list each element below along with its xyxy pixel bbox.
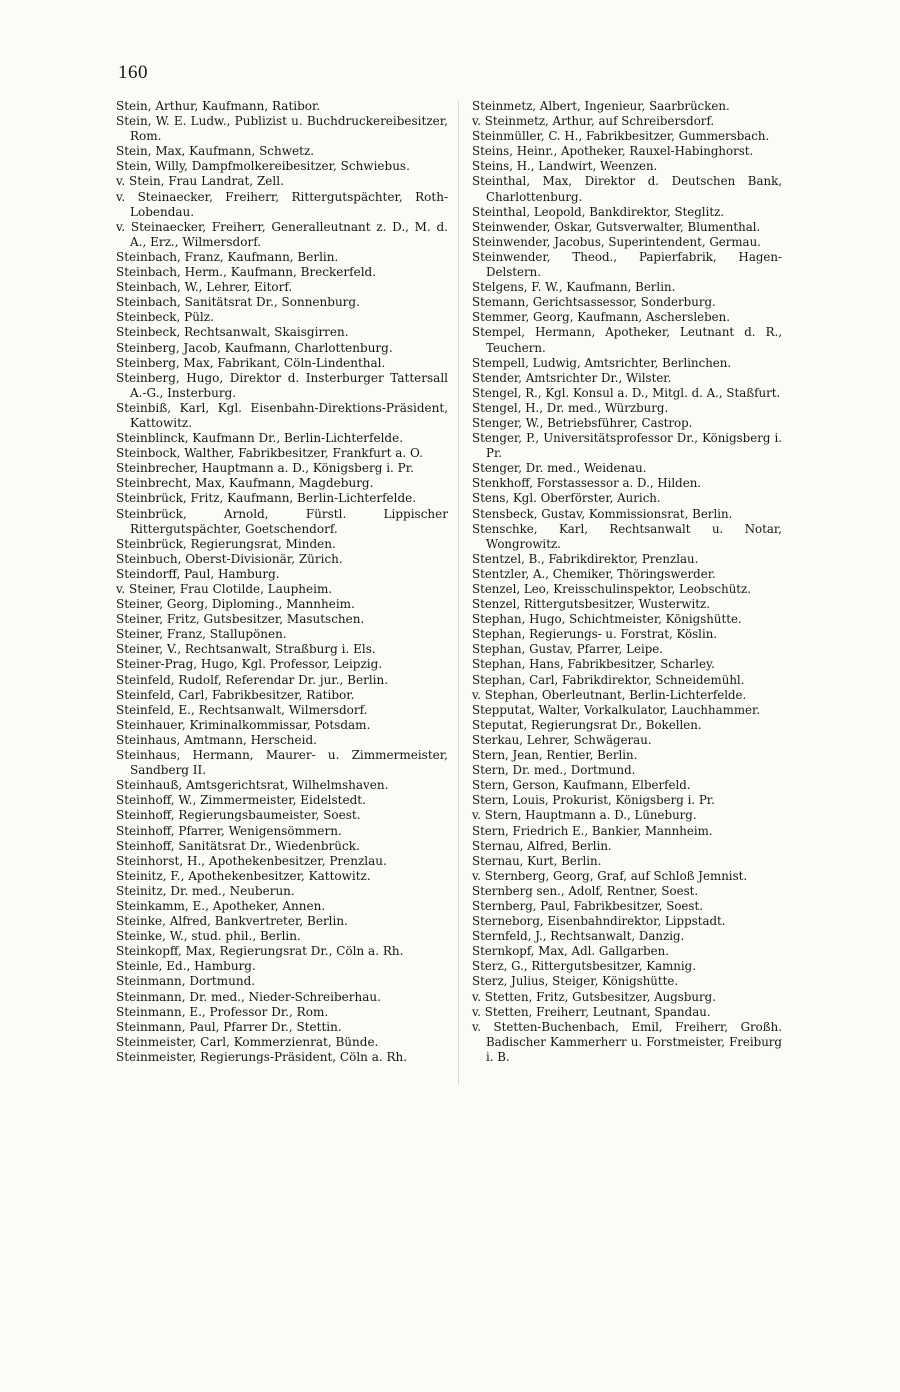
left-column xyxy=(116,99,448,1065)
directory-entry: Steinmann, E., Professor Dr., Rom. xyxy=(116,1004,329,1019)
directory-entry: Steinhoff, Pfarrer, Wenigensömmern. xyxy=(116,823,342,838)
directory-entry: Steiner, Fritz, Gutsbesitzer, Masutschen. xyxy=(116,612,365,627)
directory-entry: v. Stetten, Fritz, Gutsbesitzer, Augsburg. xyxy=(472,989,716,1004)
directory-entry: Stens, Kgl. Oberförster, Aurich. xyxy=(472,491,661,506)
directory-entry: Stenschke, Karl, Rechtsanwalt u. Notar, Wongrowitz. xyxy=(472,521,782,551)
directory-entry: Stensbeck, Gustav, Kommissionsrat, Berlin. xyxy=(472,506,733,521)
directory-entry: Steindorff, Paul, Hamburg. xyxy=(116,566,280,581)
directory-entry: Stentzel, B., Fabrikdirektor, Prenzlau. xyxy=(472,551,699,566)
directory-entry: Steinhauer, Kriminalkommissar, Potsdam. xyxy=(116,717,371,732)
directory-entry: Stein, W. E. Ludw., Publizist u. Buchdruckereibesitzer, Rom. xyxy=(116,114,448,144)
directory-entry: Stern, Friedrich E., Bankier, Mannheim. xyxy=(472,823,713,838)
directory-entry: Stenger, Dr. med., Weidenau. xyxy=(472,461,647,476)
directory-entry: Sternberg sen., Adolf, Rentner, Soest. xyxy=(472,883,699,898)
directory-entry: Steinmann, Paul, Pfarrer Dr., Stettin. xyxy=(116,1019,342,1034)
directory-entry: Sterneborg, Eisenbahndirektor, Lippstadt. xyxy=(472,914,726,929)
directory-entry: v. Steinaecker, Freiherr, Rittergutspächter, Roth-Lobendau. xyxy=(116,189,448,219)
directory-entry: Steiner-Prag, Hugo, Kgl. Professor, Leipzig. xyxy=(116,657,383,672)
directory-entry: Stern, Dr. med., Dortmund. xyxy=(472,763,636,778)
directory-entry: Steinke, Alfred, Bankvertreter, Berlin. xyxy=(116,914,348,929)
directory-entry: Steinkopff, Max, Regierungsrat Dr., Cöln a. Rh. xyxy=(116,944,404,959)
directory-entry: Steinhoff, W., Zimmermeister, Eidelstedt. xyxy=(116,793,366,808)
directory-entry: Stender, Amtsrichter Dr., Wilster. xyxy=(472,370,672,385)
directory-entry: Steiner, Georg, Diploming., Mannheim. xyxy=(116,597,355,612)
directory-entry: Stemmer, Georg, Kaufmann, Aschersleben. xyxy=(472,310,731,325)
directory-entry: Steinhorst, H., Apothekenbesitzer, Prenzlau. xyxy=(116,853,387,868)
directory-entry: Steinbrück, Regierungsrat, Minden. xyxy=(116,536,336,551)
directory-entry: Steiner, V., Rechtsanwalt, Straßburg i. Els. xyxy=(116,642,376,657)
directory-entry: Steinberg, Hugo, Direktor d. Insterburger Tattersall A.-G., Insterburg. xyxy=(116,370,448,400)
directory-entry: Stein, Max, Kaufmann, Schwetz. xyxy=(116,144,315,159)
directory-entry: Steinwender, Oskar, Gutsverwalter, Blumenthal. xyxy=(472,219,761,234)
column-divider xyxy=(458,100,459,1085)
directory-entry: Steinthal, Max, Direktor d. Deutschen Bank, Charlottenburg. xyxy=(472,174,782,204)
directory-entry: Steiner, Franz, Stallupönen. xyxy=(116,627,287,642)
directory-entry: Steinblinck, Kaufmann Dr., Berlin-Lichterfelde. xyxy=(116,431,404,446)
directory-entry: Stephan, Regierungs- u. Forstrat, Köslin. xyxy=(472,627,718,642)
directory-entry: v. Stetten, Freiherr, Leutnant, Spandau. xyxy=(472,1004,711,1019)
directory-entry: Steinmüller, C. H., Fabrikbesitzer, Gummersbach. xyxy=(472,129,770,144)
directory-entry: Steinbach, Franz, Kaufmann, Berlin. xyxy=(116,249,339,264)
directory-entry: Steinberg, Jacob, Kaufmann, Charlottenburg. xyxy=(116,340,393,355)
directory-entry: Stern, Louis, Prokurist, Königsberg i. Pr. xyxy=(472,793,715,808)
directory-entry: Steinwender, Theod., Papierfabrik, Hagen-Delstern. xyxy=(472,249,782,280)
directory-entry: Steinfeld, E., Rechtsanwalt, Wilmersdorf. xyxy=(116,702,368,717)
directory-entry: Sternberg, Paul, Fabrikbesitzer, Soest. xyxy=(472,898,703,913)
directory-entry: Stengel, H., Dr. med., Würzburg. xyxy=(472,400,669,415)
directory-entry: Stenzel, Rittergutsbesitzer, Wusterwitz. xyxy=(472,597,710,612)
directory-entry: Steins, H., Landwirt, Weenzen. xyxy=(472,159,658,174)
directory-entry: Steinmann, Dortmund. xyxy=(116,974,256,989)
directory-entry: Steinbach, Herm., Kaufmann, Breckerfeld. xyxy=(116,265,377,280)
directory-entry: Stern, Jean, Rentier, Berlin. xyxy=(472,748,638,763)
directory-entry: Steinbrecher, Hauptmann a. D., Königsberg i. Pr. xyxy=(116,461,414,476)
directory-entry: Steinke, W., stud. phil., Berlin. xyxy=(116,929,301,944)
directory-entry: Stenger, W., Betriebsführer, Castrop. xyxy=(472,415,693,430)
directory-entry: Steinbeck, Rechtsanwalt, Skaisgirren. xyxy=(116,325,349,340)
directory-entry: Stephan, Gustav, Pfarrer, Leipe. xyxy=(472,642,664,657)
directory-entry: Steinbrück, Fritz, Kaufmann, Berlin-Lichterfelde. xyxy=(116,491,417,506)
directory-entry: Stepputat, Walter, Vorkalkulator, Lauchhammer. xyxy=(472,702,761,717)
directory-entry: Sternfeld, J., Rechtsanwalt, Danzig. xyxy=(472,929,685,944)
directory-entry: Steinbock, Walther, Fabrikbesitzer, Frankfurt a. O. xyxy=(116,446,423,461)
directory-entry: Steinitz, Dr. med., Neuberun. xyxy=(116,883,295,898)
directory-entry: v. Steiner, Frau Clotilde, Laupheim. xyxy=(116,582,333,596)
directory-entry: Steinbach, W., Lehrer, Eitorf. xyxy=(116,280,293,295)
directory-entry: v. Stern, Hauptmann a. D., Lüneburg. xyxy=(472,808,697,823)
directory-entry: v. Steinmetz, Arthur, auf Schreibersdorf. xyxy=(472,114,715,129)
directory-entry: Stephan, Hugo, Schichtmeister, Königshütte. xyxy=(472,612,742,627)
directory-entry: Steinhoff, Sanitätsrat Dr., Wiedenbrück. xyxy=(116,838,360,853)
directory-entry: Steins, Heinr., Apotheker, Rauxel-Habinghorst. xyxy=(472,144,754,159)
directory-entry: Steinhaus, Amtmann, Herscheid. xyxy=(116,732,317,747)
directory-entry: Sternau, Alfred, Berlin. xyxy=(472,838,612,853)
directory-entry: Steinwender, Jacobus, Superintendent, Germau. xyxy=(472,234,761,249)
directory-entry: Steinbiß, Karl, Kgl. Eisenbahn-Direktions-Präsident, Kattowitz. xyxy=(116,400,448,430)
directory-entry: Steinhoff, Regierungsbaumeister, Soest. xyxy=(116,808,361,823)
directory-entry: Stemann, Gerichtsassessor, Sonderburg. xyxy=(472,295,716,310)
directory-entry: Steinbuch, Oberst-Divisionär, Zürich. xyxy=(116,551,343,566)
directory-entry: Steinmann, Dr. med., Nieder-Schreiberhau. xyxy=(116,989,381,1004)
directory-entry: Stein, Arthur, Kaufmann, Ratibor. xyxy=(116,99,321,113)
directory-entry: Stengel, R., Kgl. Konsul a. D., Mitgl. d. A., Staßfurt. xyxy=(472,385,781,400)
directory-entry: Stenger, P., Universitätsprofessor Dr., Königsberg i. Pr. xyxy=(472,431,782,461)
page-number: 160 xyxy=(118,62,148,83)
directory-entry: Steputat, Regierungsrat Dr., Bokellen. xyxy=(472,717,702,732)
directory-entry: Stein, Willy, Dampfmolkereibesitzer, Schwiebus. xyxy=(116,159,410,174)
directory-entry: v. Steinaecker, Freiherr, Generalleutnant z. D., M. d. A., Erz., Wilmersdorf. xyxy=(116,219,448,249)
directory-entry: Sternau, Kurt, Berlin. xyxy=(472,853,602,868)
directory-entry: Stentzler, A., Chemiker, Thöringswerder. xyxy=(472,566,716,581)
directory-entry: Stenkhoff, Forstassessor a. D., Hilden. xyxy=(472,476,702,491)
directory-entry: Stern, Gerson, Kaufmann, Elberfeld. xyxy=(472,778,691,793)
directory-entry: Steinmetz, Albert, Ingenieur, Saarbrücken. xyxy=(472,99,730,113)
directory-entry: Sterz, Julius, Steiger, Königshütte. xyxy=(472,974,679,989)
directory-entry: Steinberg, Max, Fabrikant, Cöln-Lindenthal. xyxy=(116,355,386,370)
directory-entry: v. Stein, Frau Landrat, Zell. xyxy=(116,174,284,189)
directory-entry: Sternkopf, Max, Adl. Gallgarben. xyxy=(472,944,670,959)
directory-entry: Steinbach, Sanitätsrat Dr., Sonnenburg. xyxy=(116,295,360,310)
directory-entry: v. Sternberg, Georg, Graf, auf Schloß Jemnist. xyxy=(472,868,748,883)
directory-entry: Steinmeister, Carl, Kommerzienrat, Bünde. xyxy=(116,1034,379,1049)
directory-entry: Steinhaus, Hermann, Maurer- u. Zimmermeister, Sandberg II. xyxy=(116,748,448,778)
directory-entry: Stempel, Hermann, Apotheker, Leutnant d. R., Teuchern. xyxy=(472,325,782,355)
directory-entry: Steinkamm, E., Apotheker, Annen. xyxy=(116,898,326,913)
directory-entry: Stenzel, Leo, Kreisschulinspektor, Leobschütz. xyxy=(472,582,752,596)
directory-entry: Sterkau, Lehrer, Schwägerau. xyxy=(472,732,652,747)
directory-entry: Steinfeld, Carl, Fabrikbesitzer, Ratibor. xyxy=(116,687,355,702)
directory-entry: Stephan, Hans, Fabrikbesitzer, Scharley. xyxy=(472,657,715,672)
directory-entry: Steinfeld, Rudolf, Referendar Dr. jur., Berlin. xyxy=(116,672,389,687)
directory-entry: v. Stetten-Buchenbach, Emil, Freiherr, Großh. Badischer Kammerherr u. Forstmeister, Freiburg i. B. xyxy=(472,1019,782,1064)
directory-entry: Steinle, Ed., Hamburg. xyxy=(116,959,256,974)
directory-entry: Stempell, Ludwig, Amtsrichter, Berlinchen. xyxy=(472,355,732,370)
directory-entry: Steinitz, F., Apothekenbesitzer, Kattowitz. xyxy=(116,868,371,883)
directory-entry: Steinmeister, Regierungs-Präsident, Cöln a. Rh. xyxy=(116,1049,408,1064)
directory-entry: Steinbrück, Arnold, Fürstl. Lippischer Rittergutspächter, Goetschendorf. xyxy=(116,506,448,536)
directory-entry: Steinthal, Leopold, Bankdirektor, Steglitz. xyxy=(472,204,725,219)
directory-entry: Sterz, G., Rittergutsbesitzer, Kamnig. xyxy=(472,959,696,974)
directory-entry: Stelgens, F. W., Kaufmann, Berlin. xyxy=(472,280,676,295)
directory-entry: Steinbrecht, Max, Kaufmann, Magdeburg. xyxy=(116,476,374,491)
directory-entry: Stephan, Carl, Fabrikdirektor, Schneidemühl. xyxy=(472,672,745,687)
right-column xyxy=(472,99,782,1065)
directory-entry: Steinbeck, Pülz. xyxy=(116,310,214,325)
directory-entry: v. Stephan, Oberleutnant, Berlin-Lichterfelde. xyxy=(472,687,747,702)
directory-entry: Steinhauß, Amtsgerichtsrat, Wilhelmshaven. xyxy=(116,778,389,793)
